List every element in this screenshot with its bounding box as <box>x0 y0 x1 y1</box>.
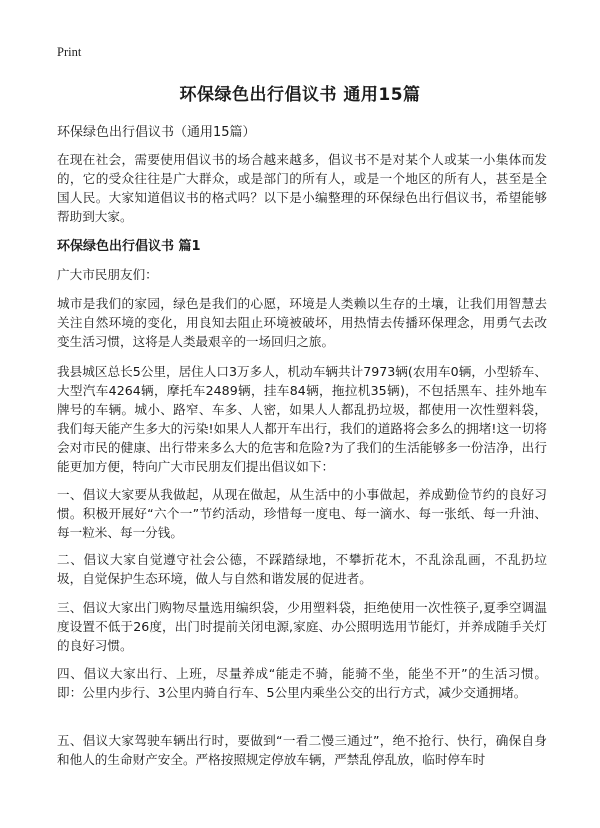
print-link[interactable]: Print <box>57 45 82 59</box>
body-paragraph: 我县城区总长5公里，居住人口3万多人，机动车辆共计7973辆(农用车0辆，小型轿车、大型汽车4264辆，摩托车2489辆，挂车84辆，拖拉机35辆)，不包括黑车、挂外地车牌号的车辆。城小、路窄、车多、人密，如果人人都乱扔垃圾，都使用一次性塑料袋，我们每天能产生多大的污染!如果人人都开车出行，我们的道路将会多么的拥堵!这一切将会对市民的健康、出行带来多么大的危害和危险?为了我们的生活能够多一份洁净，出行能更加方便，特向广大市民朋友们提出倡议如下： <box>57 364 547 474</box>
document-subtitle: 环保绿色出行倡议书（通用15篇） <box>57 125 256 140</box>
body-paragraph: 四、倡议大家出行、上班，尽量养成“能走不骑，能骑不坐，能坐不开”的生活习惯。即：公里内步行、3公里内骑自行车、5公里内乘坐公交的出行方式，减少交通拥堵。 <box>57 666 547 700</box>
page-title: 环保绿色出行倡议书 通用15篇 <box>179 85 421 105</box>
body-paragraph: 二、倡议大家自觉遵守社会公德，不踩踏绿地，不攀折花木，不乱涂乱画，不乱扔垃圾，自觉保护生态环境，做人与自然和谐发展的促进者。 <box>57 552 547 586</box>
body-paragraph: 五、倡议大家驾驶车辆出行时，要做到“一看二慢三通过”，绝不抢行、快行，确保自身和他人的生命财产安全。严格按照规定停放车辆，严禁乱停乱放，临时停车时 <box>57 733 547 767</box>
section-heading: 环保绿色出行倡议书 篇1 <box>57 239 201 254</box>
greeting: 广大市民朋友们： <box>57 267 158 282</box>
body-paragraph: 城市是我们的家园，绿色是我们的心愿，环境是人类赖以生存的土壤，让我们用智慧去关注自然环境的变化，用良知去阻止环境被破坏，用热情去传播环保理念，用勇气去改变生活习惯，这将是人类最艰辛的一场回归之旅。 <box>57 296 547 349</box>
body-paragraph: 一、倡议大家要从我做起，从现在做起，从生活中的小事做起，养成勤俭节约的良好习惯。积极开展好“六个一”节约活动，珍惜每一度电、每一滴水、每一张纸、每一升油、每一粒米、每一分钱。 <box>57 487 547 540</box>
intro-paragraph: 在现在社会，需要使用倡议书的场合越来越多，倡议书不是对某个人或某一小集体而发的，它的受众往往是广大群众，或是部门的所有人，或是一个地区的所有人，甚至是全国人民。大家知道倡议书的格式吗？以下是小编整理的环保绿色出行倡议书，希望能够帮助到大家。 <box>57 152 547 224</box>
body-paragraph: 三、倡议大家出门购物尽量选用编织袋，少用塑料袋，拒绝使用一次性筷子,夏季空调温度设置不低于26度，出门时提前关闭电源,家庭、办公照明选用节能灯，并养成随手关灯的良好习惯。 <box>57 600 547 653</box>
